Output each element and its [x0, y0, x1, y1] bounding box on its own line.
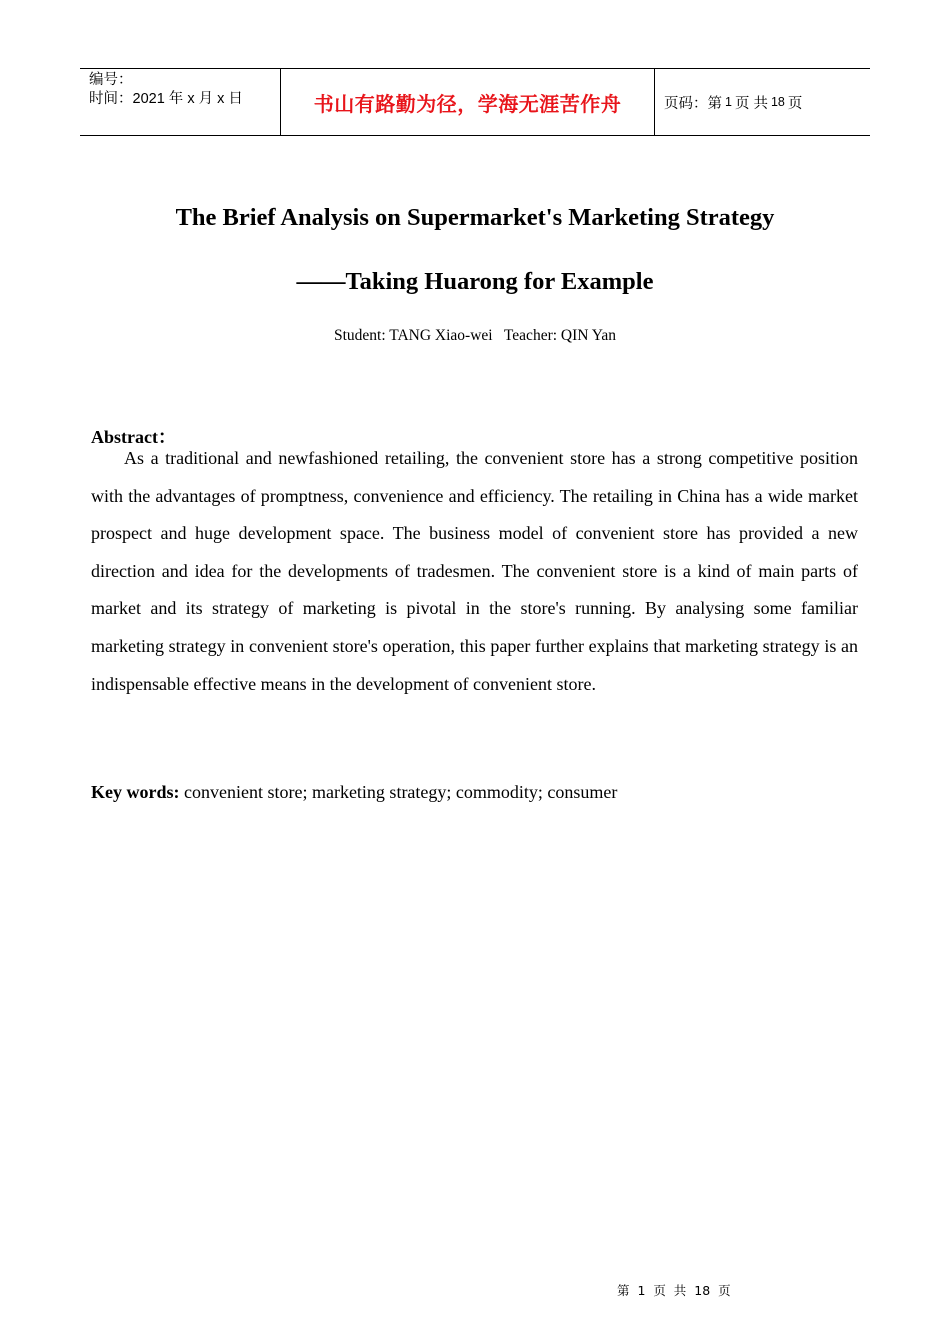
- footer-page-number: 第 1 页 共 18 页: [617, 1283, 731, 1298]
- page-suffix: 页: [787, 95, 803, 112]
- page-current-number: 1: [725, 95, 732, 109]
- header-page-cell: [655, 69, 870, 135]
- document-date-label: 时间：2021 年 x 月 x 日: [89, 91, 243, 107]
- abstract-paragraph: As a traditional and newfashioned retailing, the convenient store has a strong competitive position with the advantages of promptness, convenience and efficiency. The retailing in China has a wide market prospect and huge development space. The business model of convenient store has provided a new direction and idea for the developments of tradesmen. The convenient store is a kind of main parts of market and its strategy of marketing is pivotal in the store's running. By analysing some familiar marketing strategy in convenient store's operation, this paper further explains that marketing strategy is an indispensable effective means in the development of convenient store.: [91, 448, 858, 694]
- keywords-text: convenient store; marketing strategy; commodity; consumer: [179, 782, 618, 802]
- page-header: [80, 68, 870, 136]
- page-prefix: 页码：第: [664, 95, 722, 112]
- keywords-line: [91, 782, 617, 803]
- authors-line: Student: TANG Xiao-wei Teacher: QIN Yan: [333, 327, 617, 344]
- document-number-label: 编号：: [89, 72, 133, 88]
- page-total-number: 18: [770, 95, 785, 109]
- header-meta-cell: [80, 69, 281, 135]
- motto-text: 书山有路勤为径，学海无涯苦作舟: [313, 91, 622, 116]
- header-motto-cell: [281, 69, 655, 135]
- document-subtitle: ——Taking Huarong for Example: [296, 268, 654, 295]
- keywords-label: Key words:: [91, 782, 180, 802]
- page-middle: 页 共: [734, 95, 768, 112]
- document-title: The Brief Analysis on Supermarket's Marketing Strategy: [175, 204, 775, 231]
- abstract-heading: Abstract：: [91, 427, 176, 447]
